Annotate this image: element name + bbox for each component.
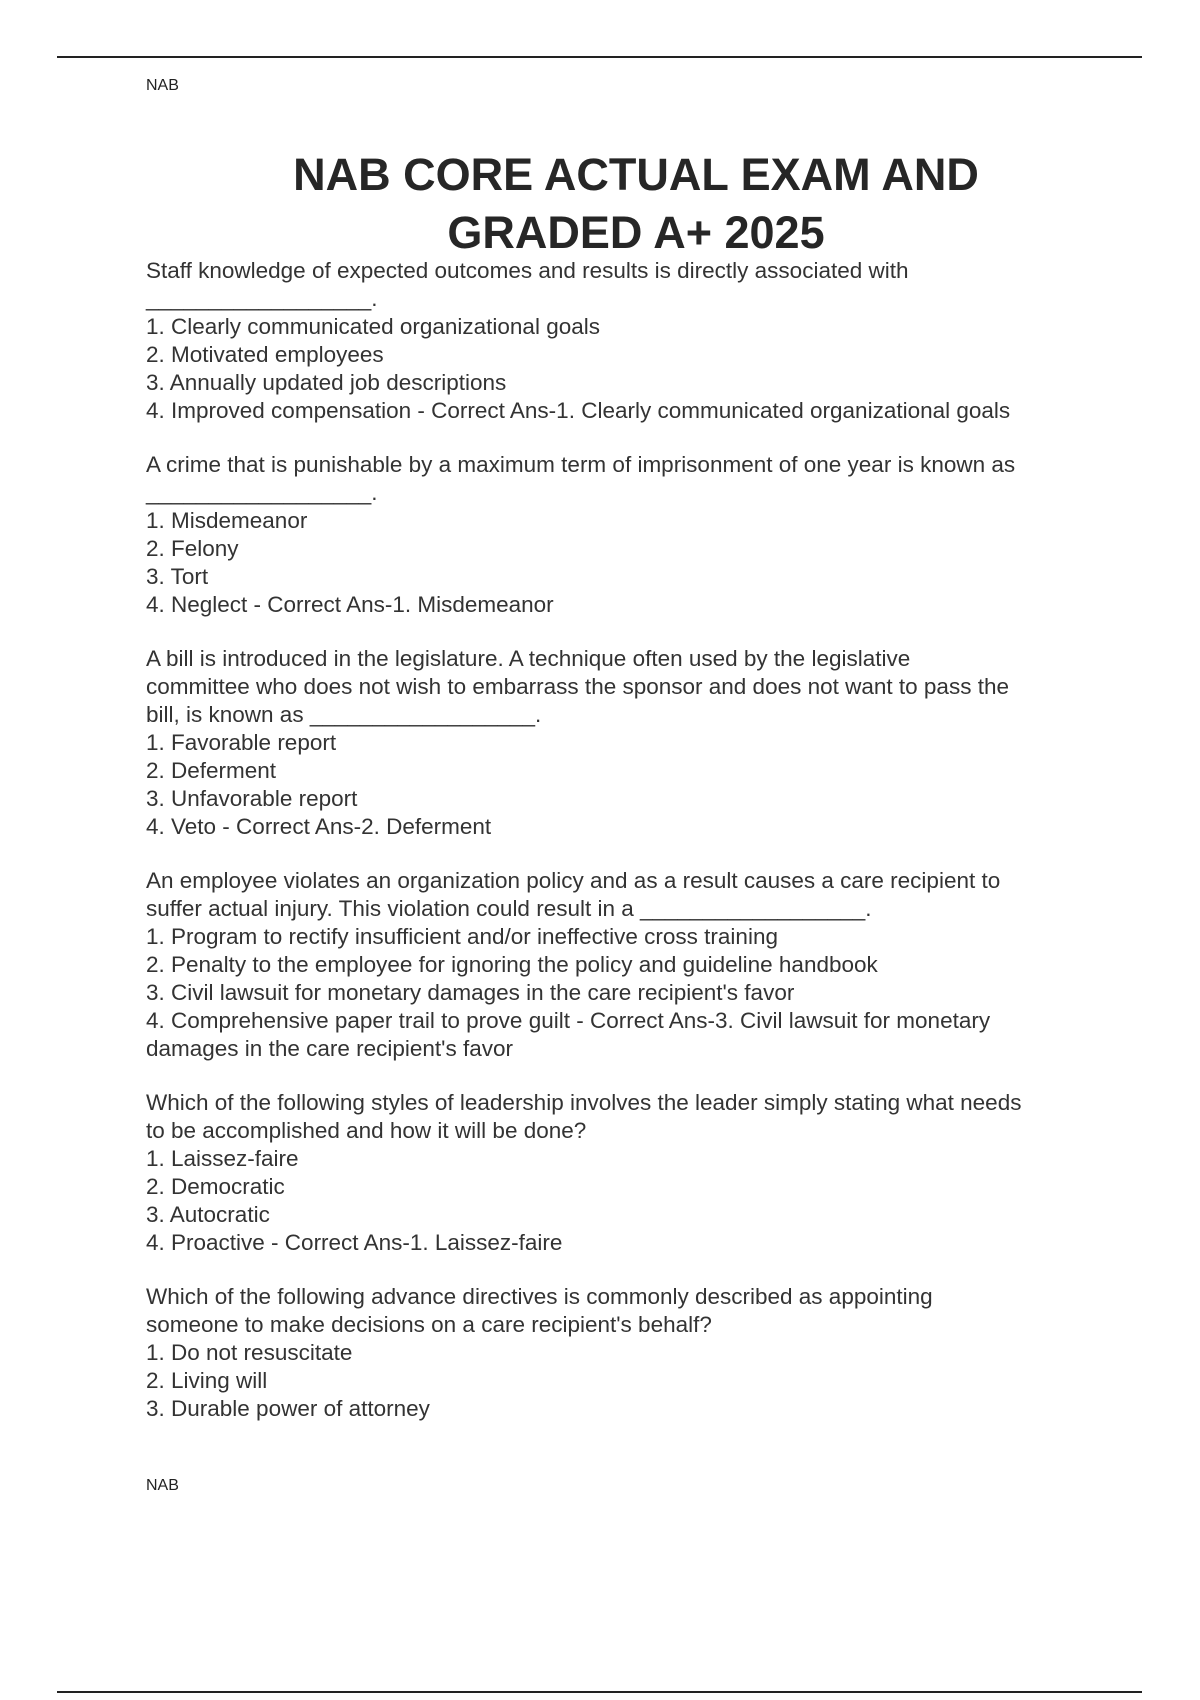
page-footer-label: NAB [146,1477,179,1494]
question-stem: An employee violates an organization policy and as a result causes a care recipient to [146,868,1001,893]
question-stem: Which of the following advance directives is commonly described as appointing [146,1284,933,1309]
question-block [146,1283,1106,1423]
question-block [146,867,1106,1063]
answer-option: 2. Motivated employees [146,342,384,367]
question-stem: suffer actual injury. This violation could result in a __________________. [146,896,872,921]
answer-option: 2. Felony [146,536,239,561]
answer-option: 3. Civil lawsuit for monetary damages in the care recipient's favor [146,980,795,1005]
answer-option: 1. Favorable report [146,730,337,755]
answer-option: 3. Durable power of attorney [146,1396,430,1421]
answer-option: 3. Annually updated job descriptions [146,370,507,395]
question-stem: bill, is known as __________________. [146,702,542,727]
question-stem: __________________. [146,286,378,311]
answer-option-with-correct-answer: 4. Neglect - Correct Ans-1. Misdemeanor [146,592,554,617]
question-stem: Which of the following styles of leadership involves the leader simply stating what needs [146,1090,1022,1115]
question-stem: committee who does not wish to embarrass the sponsor and does not want to pass the [146,674,1009,699]
answer-option: 3. Unfavorable report [146,786,358,811]
answer-option: 3. Tort [146,564,209,589]
answer-option: 3. Autocratic [146,1202,270,1227]
document-title [146,146,1126,262]
question-stem: __________________. [146,480,378,505]
question-block [146,257,1106,425]
answer-option: 1. Laissez-faire [146,1146,299,1171]
answer-option-continuation: damages in the care recipient's favor [146,1036,513,1061]
answer-option-with-correct-answer: 4. Comprehensive paper trail to prove guilt - Correct Ans-3. Civil lawsuit for monetary [146,1008,991,1033]
answer-option: 2. Deferment [146,758,277,783]
question-stem: A bill is introduced in the legislature. A technique often used by the legislative [146,646,911,671]
page-header-label: NAB [146,77,179,94]
answer-option-with-correct-answer: 4. Improved compensation - Correct Ans-1. Clearly communicated organizational goals [146,398,1011,423]
title-line-2: GRADED A+ 2025 [447,207,825,258]
question-block [146,645,1106,841]
answer-option: 2. Penalty to the employee for ignoring the policy and guideline handbook [146,952,878,977]
answer-option: 1. Clearly communicated organizational goals [146,314,600,339]
question-stem: Staff knowledge of expected outcomes and results is directly associated with [146,258,909,283]
answer-option-with-correct-answer: 4. Proactive - Correct Ans-1. Laissez-faire [146,1230,563,1255]
answer-option: 2. Living will [146,1368,268,1393]
top-divider [57,56,1142,58]
question-block [146,1089,1106,1257]
question-block [146,451,1106,619]
question-stem: to be accomplished and how it will be done? [146,1118,587,1143]
question-stem: A crime that is punishable by a maximum term of imprisonment of one year is known as [146,452,1016,477]
question-stem: someone to make decisions on a care recipient's behalf? [146,1312,712,1337]
answer-option: 1. Misdemeanor [146,508,308,533]
answer-option-with-correct-answer: 4. Veto - Correct Ans-2. Deferment [146,814,492,839]
question-list [146,257,1106,1449]
answer-option: 2. Democratic [146,1174,285,1199]
answer-option: 1. Program to rectify insufficient and/or ineffective cross training [146,924,778,949]
title-line-1: NAB CORE ACTUAL EXAM AND [293,149,979,200]
answer-option: 1. Do not resuscitate [146,1340,353,1365]
bottom-divider [57,1691,1142,1693]
